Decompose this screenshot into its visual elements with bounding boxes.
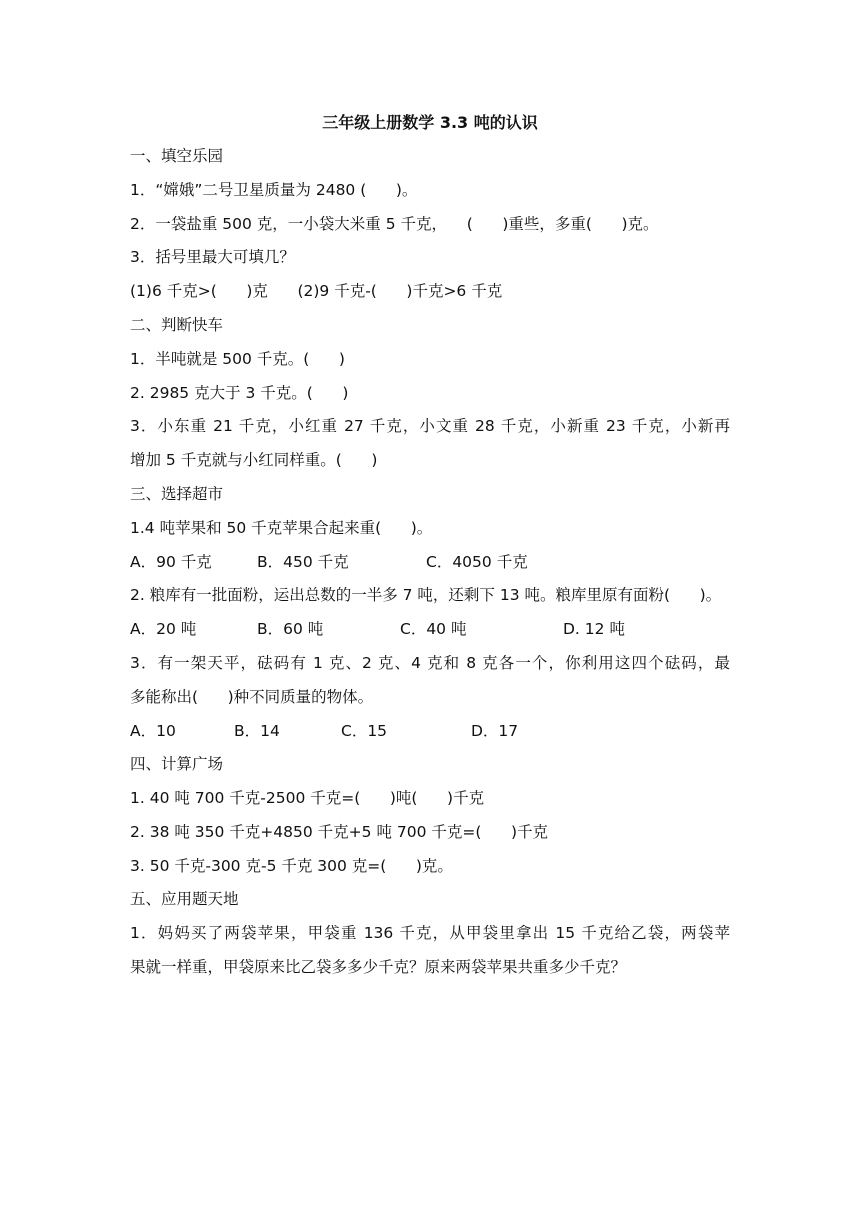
question-1-1: 1．“嫦娥”二号卫星质量为 2480 ( )。 [130,181,418,199]
question-3-3-option-d: D．17 [471,722,519,740]
question-2-1: 1．半吨就是 500 千克。( ) [130,350,345,368]
question-4-2: 2. 38 吨 350 千克+4850 千克+5 吨 700 千克=( )千克 [130,823,549,841]
question-5-1-line2: 果就一样重，甲袋原来比乙袋多多少千克？原来两袋苹果共重多少千克？ [130,958,627,976]
question-3-1-option-a: A．90 千克 [130,553,212,571]
question-3-1: 1.4 吨苹果和 50 千克苹果合起来重( )。 [130,519,433,537]
question-4-1: 1. 40 吨 700 千克-2500 千克=( )吨( )千克 [130,789,485,807]
question-3-3-line2: 多能称出( )种不同质量的物体。 [130,688,374,706]
question-1-2: 2．一袋盐重 500 克，一小袋大米重 5 千克， ( )重些，多重( )克。 [130,215,659,233]
question-3-1-option-b: B．450 千克 [257,553,349,571]
question-3-2-option-d: D. 12 吨 [563,620,625,638]
question-5-1-line1: 1．妈妈买了两袋苹果，甲袋重 136 千克，从甲袋里拿出 15 千克给乙袋，两袋苹 [130,924,730,942]
question-3-3-option-c: C．15 [341,722,388,740]
question-3-2-option-a: A．20 吨 [130,620,197,638]
section-heading-fill-in: 一、填空乐园 [130,147,224,165]
question-3-2-option-c: C．40 吨 [400,620,467,638]
section-heading-word-problems: 五、应用题天地 [130,890,239,908]
question-4-3: 3. 50 千克-300 克-5 千克 300 克=( )克。 [130,857,453,875]
question-3-3-line1: 3．有一架天平，砝码有 1 克、2 克、4 克和 8 克各一个，你利用这四个砝码，最 [130,654,730,672]
question-3-3-option-a: A．10 [130,722,176,740]
question-3-1-option-c: C．4050 千克 [426,553,528,571]
question-2-2: 2. 2985 克大于 3 千克。( ) [130,384,349,402]
question-3-2: 2. 粮库有一批面粉，运出总数的一半多 7 吨，还剩下 13 吨。粮库里原有面粉( )。 [130,586,722,604]
question-1-3: 3．括号里最大可填几？ [130,248,295,266]
page-title: 三年级上册数学 3.3 吨的认识 [322,113,538,132]
question-3-2-option-b: B．60 吨 [257,620,324,638]
question-3-3-option-b: B．14 [234,722,280,740]
question-1-3-parts: (1)6 千克>( )克 (2)9 千克-( )千克>6 千克 [130,282,503,300]
section-heading-true-false: 二、判断快车 [130,316,224,334]
question-2-3-line1: 3．小东重 21 千克，小红重 27 千克，小文重 28 千克，小新重 23 千克，小新再 [130,417,730,435]
section-heading-calculation: 四、计算广场 [130,755,224,773]
question-2-3-line2: 增加 5 千克就与小红同样重。( ) [130,451,378,469]
section-heading-multiple-choice: 三、选择超市 [130,485,224,503]
